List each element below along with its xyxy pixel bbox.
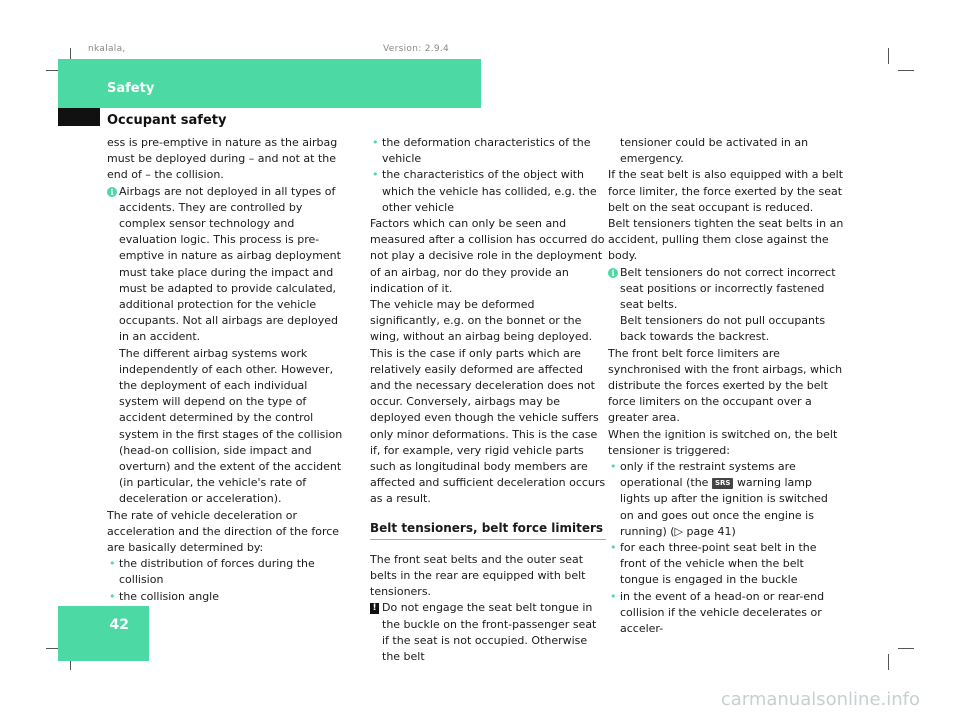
paragraph: The rate of vehicle deceleration or acceleration and the direction of the force are basically determined by: <box>107 508 340 555</box>
paragraph: ess is pre-emptive in nature as the airbag must be deployed during – and not at the end of – the collision. <box>107 136 338 182</box>
section-heading: Belt tensioners, belt force limiters <box>370 520 606 540</box>
bullet-item: • the deformation characteristics of the vehicle <box>370 135 606 167</box>
crop-mark <box>888 48 889 64</box>
crop-mark <box>888 654 889 670</box>
subsection-marker <box>58 108 100 126</box>
info-icon: i <box>608 268 618 278</box>
paragraph: When the ignition is switched on, the belt tensioner is triggered: <box>608 427 838 457</box>
bullet-item: • the distribution of forces during the collision <box>107 556 343 588</box>
crop-mark <box>898 648 914 649</box>
note-paragraph: Belt tensioners do not pull occupants back towards the backrest. <box>620 314 826 344</box>
bullet-text: only if the restraint systems are operational (the <box>620 460 796 490</box>
info-note <box>107 184 343 508</box>
info-note <box>608 265 844 346</box>
paragraph: Belt tensioners tighten the seat belts in an accident, pulling them close against the body. <box>608 217 844 263</box>
column-3 <box>608 135 844 637</box>
header-meta-right: Version: 2.9.4 <box>383 44 450 54</box>
bullet-item: • the collision angle <box>107 589 343 605</box>
bullet-item: • the characteristics of the object with which the vehicle has collided, e.g. the other vehicle <box>370 167 606 216</box>
column-2 <box>370 135 606 665</box>
watermark: carmanualsonline.info <box>720 689 920 710</box>
bullet-item: • for each three-point seat belt in the front of the vehicle when the belt tongue is engaged in the buckle <box>608 540 844 589</box>
paragraph: The front belt force limiters are synchronised with the front airbags, which distribute the forces exerted by the belt force limiters on the occupant over a greater area. <box>608 346 843 425</box>
warning-paragraph: Do not engage the seat belt tongue in the buckle on the front-passenger seat if the seat is not occupied. Otherwise the belt <box>382 601 597 664</box>
crop-mark <box>898 70 914 71</box>
paragraph: The vehicle may be deformed significantly, e.g. on the bonnet or the wing, without an airbag being deployed. This is the case if only parts which are relatively easily deformed are affected and the necessary deceleration does not occur. Conversely, airbags may be deployed even though the vehicle suffers only minor deformations. This is the case if, for example, very rigid vehicle parts such as longitudinal body members are affected and sufficient deceleration occurs as a result. <box>370 298 606 506</box>
subsection-title: Occupant safety <box>107 113 227 128</box>
bullet-item <box>608 459 844 540</box>
header-meta-left: nkalala, <box>88 44 126 54</box>
info-icon: i <box>107 187 117 197</box>
paragraph: Factors which can only be seen and measured after a collision has occurred do not play a decisive role in the deployment of an airbag, nor do they provide an indication of it. <box>370 217 605 295</box>
bullet-text: warning lamp lights up after the ignition is switched on and goes out once the engine is running) (▷ page 41) <box>620 476 828 538</box>
column-1 <box>107 135 343 605</box>
note-paragraph: Airbags are not deployed in all types of accidents. They are controlled by complex sensor technology and evaluation logic. This process is pre-emptive in nature as airbag deployment must take place during the impact and must be adapted to provide calculated, additional protection for the vehicle occupants. Not all airbags are deployed in an accident. <box>119 184 341 344</box>
paragraph: If the seat belt is also equipped with a belt force limiter, the force exerted by the seat belt on the seat occupant is reduced. <box>608 168 844 214</box>
warning-note <box>370 600 606 665</box>
warning-icon: ! <box>370 603 379 614</box>
note-paragraph: The different airbag systems work independently of each other. However, the deployment of each individual system will depend on the type of accident determined by the control system in the first stages of the collision (head-on collision, side impact and overturn) and the extent of the accident (in particular, the vehicle's rate of deceleration or acceleration). <box>119 346 343 506</box>
note-paragraph: Belt tensioners do not correct incorrect seat positions or incorrectly fastened seat belts. <box>620 265 836 312</box>
page-number: 42 <box>109 617 129 633</box>
page-number-box <box>58 606 149 661</box>
bullet-item: • in the event of a head-on or rear-end collision if the vehicle decelerates or acceler- <box>608 589 844 638</box>
section-title: Safety <box>107 81 155 96</box>
paragraph: tensioner could be activated in an emergency. <box>620 136 809 166</box>
srs-warning-lamp-icon: SRS <box>712 478 733 489</box>
paragraph: The front seat belts and the outer seat belts in the rear are equipped with belt tensioners. <box>370 552 586 599</box>
